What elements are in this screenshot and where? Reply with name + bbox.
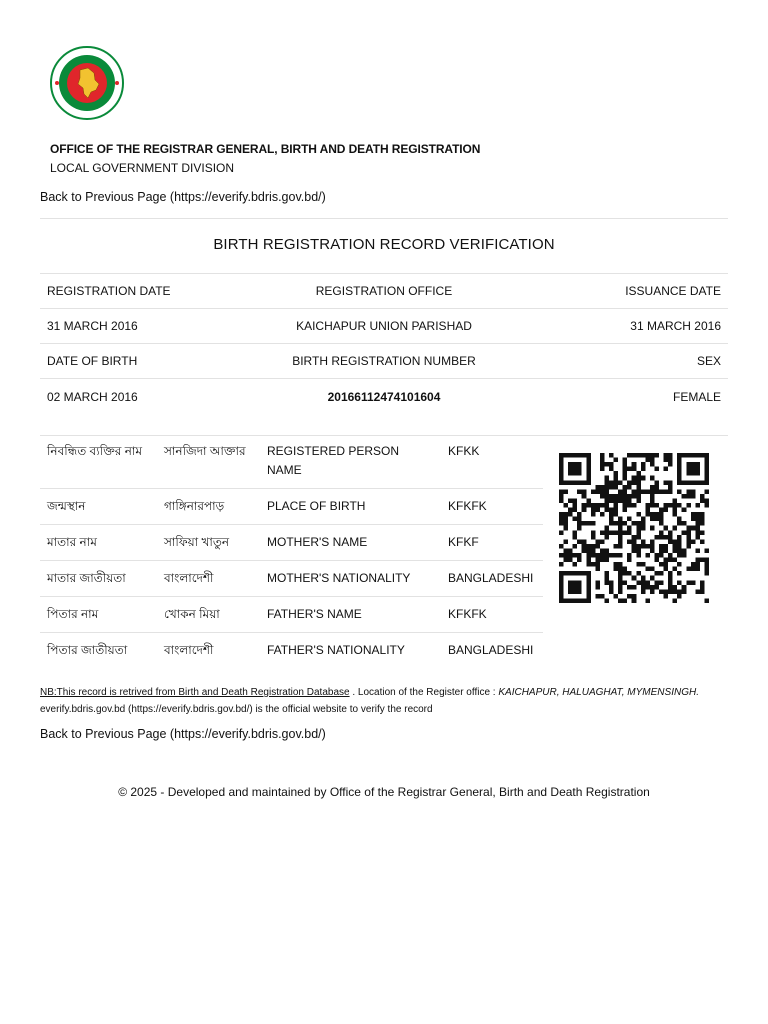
summary-row-labels-2 <box>40 343 728 379</box>
issuance-date-label: ISSUANCE DATE <box>625 284 721 298</box>
sex-value: FEMALE <box>672 390 721 404</box>
summary-row-values-2 <box>40 378 728 436</box>
verification-qr-code <box>559 451 709 605</box>
note-source: NB:This record is retrived from Birth and Death Registration Database <box>40 687 350 698</box>
divider <box>40 218 728 219</box>
person-details-table <box>40 434 543 668</box>
bn-label: পিতার জাতীয়তা <box>40 633 157 669</box>
page-title: BIRTH REGISTRATION RECORD VERIFICATION <box>213 236 555 253</box>
footer-copyright: © 2025 - Developed and maintained by Office of the Registrar General, Birth and Death Registration <box>118 785 650 799</box>
summary-row-labels-1 <box>40 273 728 309</box>
en-value: KFKFK <box>441 489 543 525</box>
record-note <box>40 684 730 718</box>
bn-value: বাংলাদেশী <box>157 561 260 597</box>
table-row <box>40 489 543 525</box>
en-label: MOTHER'S NAME <box>260 525 441 561</box>
table-row <box>40 561 543 597</box>
bn-label: মাতার জাতীয়তা <box>40 561 157 597</box>
note-location: KAICHAPUR, HALUAGHAT, MYMENSINGH. <box>498 687 699 698</box>
table-row <box>40 597 543 633</box>
bn-label: পিতার নাম <box>40 597 157 633</box>
en-label: FATHER'S NATIONALITY <box>260 633 441 669</box>
issuance-date-value: 31 MARCH 2016 <box>630 319 721 333</box>
bn-label: জন্মস্থান <box>40 489 157 525</box>
birth-registration-number-value: 20166112474101604 <box>327 390 441 404</box>
registration-office-label: REGISTRATION OFFICE <box>315 284 453 298</box>
government-emblem <box>50 46 124 120</box>
table-row <box>40 434 543 489</box>
en-value: BANGLADESHI <box>441 633 543 669</box>
table-row <box>40 633 543 669</box>
birth-registration-number-label: BIRTH REGISTRATION NUMBER <box>292 354 476 368</box>
division-name: LOCAL GOVERNMENT DIVISION <box>50 161 235 175</box>
en-label: FATHER'S NAME <box>260 597 441 633</box>
table-row <box>40 525 543 561</box>
en-value: BANGLADESHI <box>441 561 543 597</box>
note-middle: . Location of the Register office : <box>349 687 499 698</box>
en-value: KFKFK <box>441 597 543 633</box>
sex-label: SEX <box>696 354 721 368</box>
en-label: MOTHER'S NATIONALITY <box>260 561 441 597</box>
note-suffix: everify.bdris.gov.bd (https://everify.bdris.gov.bd/) is the official website to verify the record <box>40 704 433 715</box>
en-value: KFKK <box>448 444 480 458</box>
back-link-bottom[interactable]: Back to Previous Page (https://everify.bdris.gov.bd/) <box>40 727 326 741</box>
bn-value: সাফিয়া খাতুন <box>157 525 260 561</box>
bn-value: বাংলাদেশী <box>157 633 260 669</box>
date-of-birth-value: 02 MARCH 2016 <box>47 390 138 404</box>
en-label: PLACE OF BIRTH <box>260 489 441 525</box>
registration-date-label: REGISTRATION DATE <box>47 284 171 298</box>
office-title: OFFICE OF THE REGISTRAR GENERAL, BIRTH AND DEATH REGISTRATION <box>50 142 481 156</box>
en-value: KFKF <box>441 525 543 561</box>
registration-office-value: KAICHAPUR UNION PARISHAD <box>296 319 472 333</box>
date-of-birth-label: DATE OF BIRTH <box>47 354 138 368</box>
bn-label: মাতার নাম <box>40 525 157 561</box>
bn-value: সানজিদা আক্তার <box>164 444 246 458</box>
bn-label: নিবন্ধিত ব্যক্তির নাম <box>47 444 143 458</box>
back-link-top[interactable]: Back to Previous Page (https://everify.bdris.gov.bd/) <box>40 190 326 204</box>
bn-value: খোকন মিয়া <box>157 597 260 633</box>
summary-row-values-1 <box>40 308 728 344</box>
bn-value: গাঙ্গিনারপাড় <box>157 489 260 525</box>
en-label: REGISTERED PERSON NAME <box>267 444 400 477</box>
registration-date-value: 31 MARCH 2016 <box>47 319 138 333</box>
